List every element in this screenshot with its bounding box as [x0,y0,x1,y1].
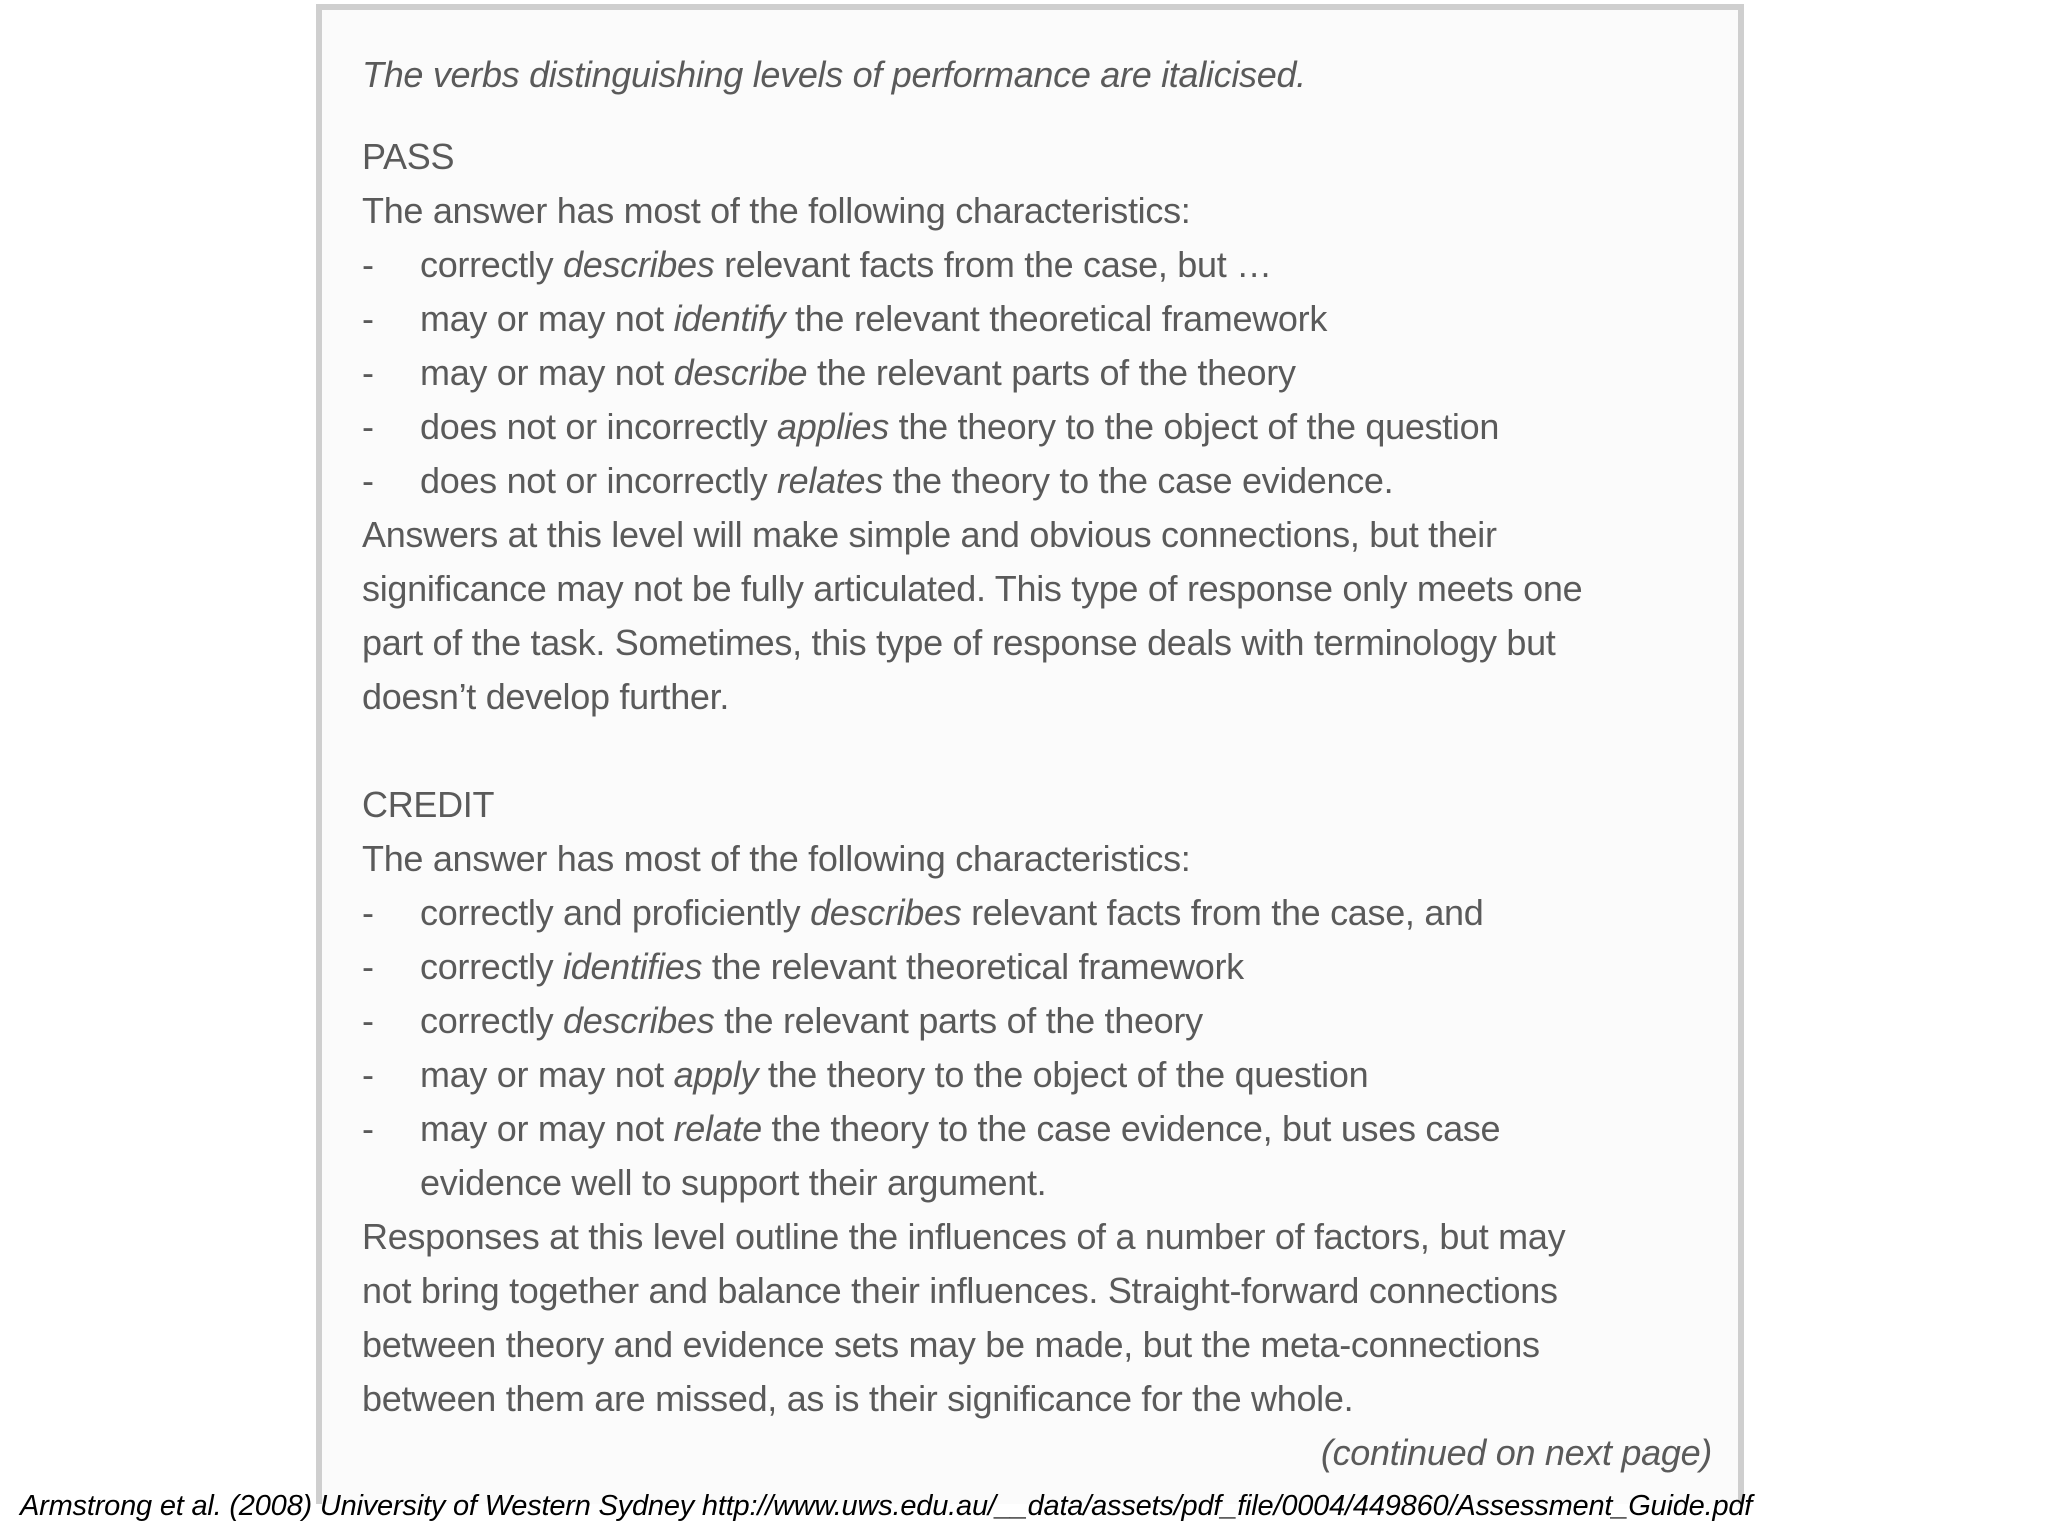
pass-section [362,130,1712,724]
italic-verb: applies [776,406,889,447]
bullet-marker: - [362,1000,374,1041]
bullet-marker: - [362,892,374,933]
bullet-marker: - [362,460,374,501]
source-caption: Armstrong et al. (2008) University of Western Sydney http://www.uws.edu.au/__data/assets/pdf_file/0004/449860/Assessment_Guide.pdf [20,1490,1753,1522]
pass-summary-line-1: Answers at this level will make simple and obvious connections, but their [362,514,1497,555]
credit-bullet-3: - correctly describes the relevant parts of the theory [362,994,1712,1048]
document-content [362,48,1712,1480]
bullet-marker: - [362,946,374,987]
pass-summary-line-2: significance may not be fully articulated. This type of response only meets one [362,568,1583,609]
italic-verb: describes [563,244,715,285]
bullet-marker: - [362,406,374,447]
pass-summary-line-3: part of the task. Sometimes, this type of response deals with terminology but [362,622,1556,663]
section-spacer [362,724,1712,778]
bullet-marker: - [362,1108,374,1149]
italic-verb: describes [810,892,962,933]
credit-heading: CREDIT [362,784,495,825]
pass-bullet-3: - may or may not describe the relevant parts of the theory [362,346,1712,400]
pass-bullet-4: - does not or incorrectly applies the theory to the object of the question [362,400,1712,454]
italic-verb: identify [673,298,786,339]
pass-lead: The answer has most of the following characteristics: [362,190,1191,231]
pass-bullet-2: - may or may not identify the relevant theoretical framework [362,292,1712,346]
credit-summary-line-3: between theory and evidence sets may be made, but the meta-connections [362,1324,1540,1365]
credit-bullet-5: - may or may not relate the theory to the case evidence, but uses case [362,1102,1712,1156]
italic-verb: relate [673,1108,762,1149]
credit-bullet-5-continuation: evidence well to support their argument. [420,1162,1047,1203]
credit-bullet-4: - may or may not apply the theory to the object of the question [362,1048,1712,1102]
credit-lead: The answer has most of the following characteristics: [362,838,1191,879]
credit-summary-line-4: between them are missed, as is their significance for the whole. [362,1378,1354,1419]
pass-bullet-5: - does not or incorrectly relates the theory to the case evidence. [362,454,1712,508]
italic-verb: relates [776,460,883,501]
italic-verb: apply [673,1054,759,1095]
credit-summary-line-2: not bring together and balance their influences. Straight-forward connections [362,1270,1558,1311]
italic-verb: identifies [563,946,703,987]
bullet-marker: - [362,352,374,393]
pass-summary-line-4: doesn’t develop further. [362,676,730,717]
credit-section [362,778,1712,1426]
credit-bullet-1: - correctly and proficiently describes relevant facts from the case, and [362,886,1712,940]
continued-note: (continued on next page) [1320,1432,1712,1473]
credit-summary-line-1: Responses at this level outline the influences of a number of factors, but may [362,1216,1566,1257]
italic-verb: describe [673,352,808,393]
italic-verb: describes [563,1000,715,1041]
document-excerpt-panel [316,4,1744,1504]
pass-heading: PASS [362,136,455,177]
credit-bullet-2: - correctly identifies the relevant theoretical framework [362,940,1712,994]
pass-bullet-1: - correctly describes relevant facts from the case, but … [362,238,1712,292]
bullet-marker: - [362,1054,374,1095]
bullet-marker: - [362,244,374,285]
intro-note: The verbs distinguishing levels of performance are italicised. [362,54,1306,95]
bullet-marker: - [362,298,374,339]
